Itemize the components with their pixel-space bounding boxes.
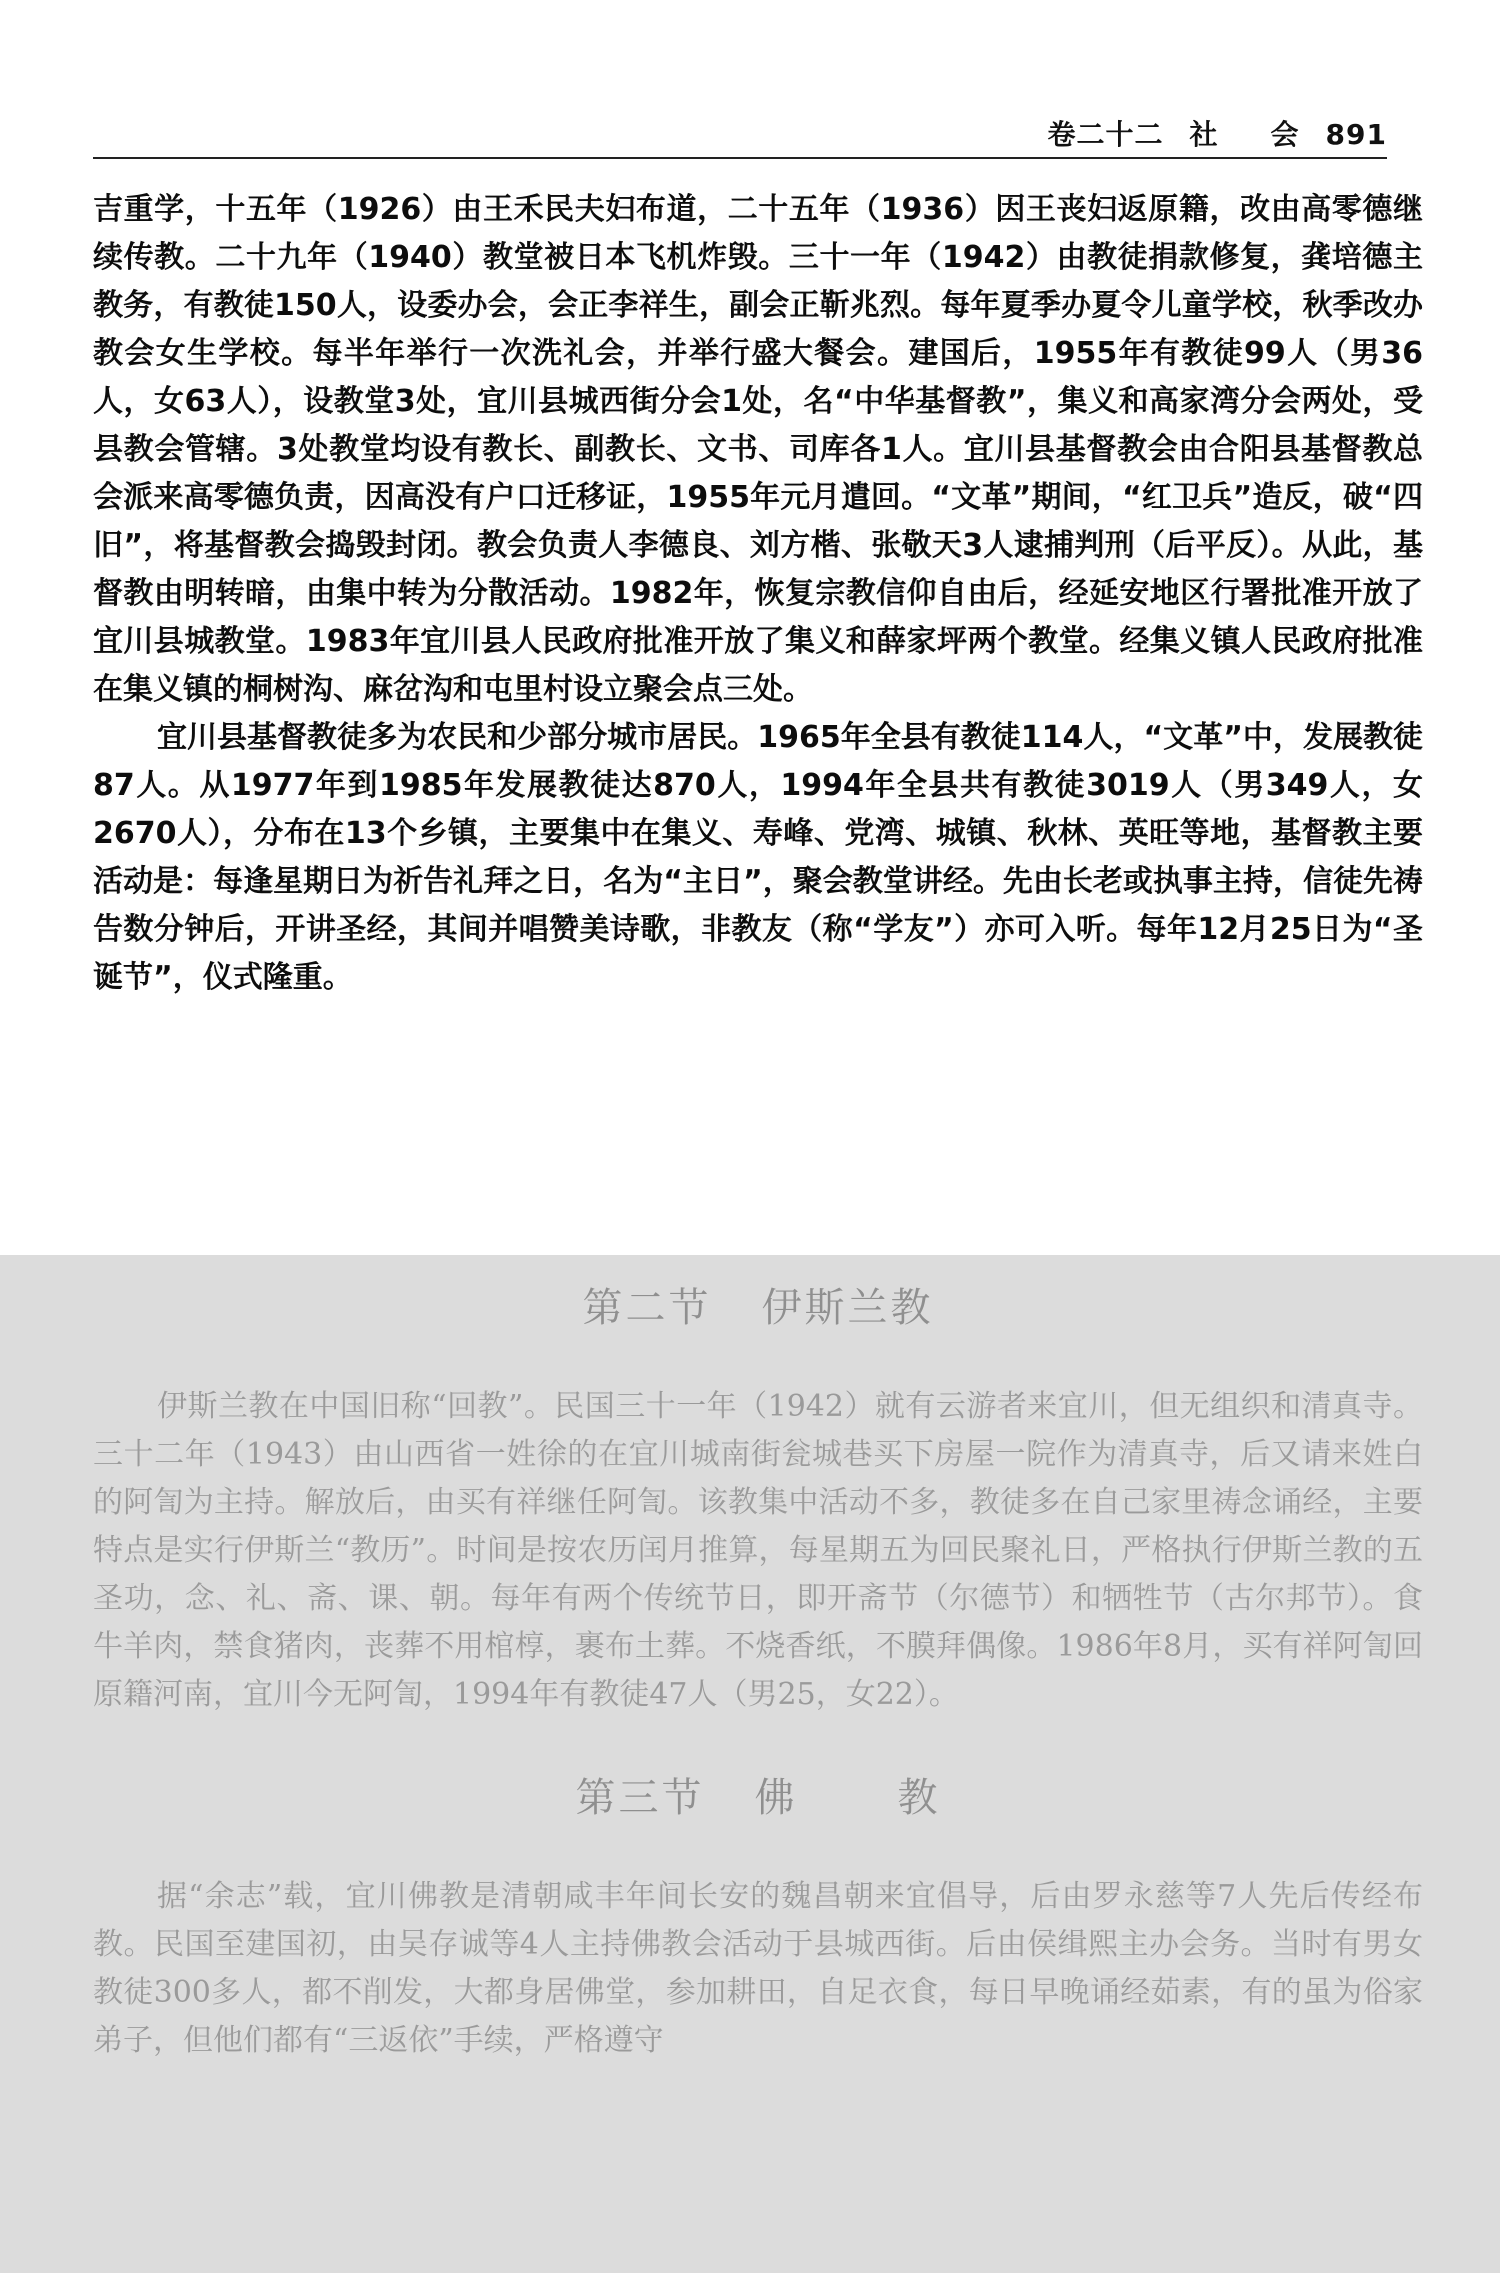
part-label-1: 社 xyxy=(1189,118,1219,151)
buddhism-paragraph: 据“余志”载，宜川佛教是清朝咸丰年间长安的魏昌朝来宜倡导，后由罗永慈等7人先后传经布教。民国至建国初，由吴存诚等4人主持佛教会活动于县城西街。后由侯缉熙主办会务。当时有男女教徒300多人，都不削发，大都身居佛堂，参加耕田，自足衣食，每日早晚诵经茹素，有的虽为俗家弟子，但他们都有“三返依”手续，严格遵守 xyxy=(93,1879,1423,2058)
christianity-section xyxy=(93,186,1423,1002)
section-name-part-1: 佛 xyxy=(754,1775,798,1821)
part-label-2: 会 xyxy=(1270,118,1300,151)
section-title-buddhism xyxy=(93,1763,1423,1833)
page-header xyxy=(93,105,1387,159)
running-head xyxy=(1048,113,1388,153)
section-title-islam xyxy=(93,1273,1423,1343)
section-name-part-2: 教 xyxy=(897,1775,941,1821)
section-number: 第二节 xyxy=(582,1285,712,1331)
section-name: 伊斯兰教 xyxy=(761,1285,934,1331)
islam-paragraph: 伊斯兰教在中国旧称“回教”。民国三十一年（1942）就有云游者来宜川，但无组织和清真寺。三十二年（1943）由山西省一姓徐的在宜川城南街瓮城巷买下房屋一院作为清真寺，后又请来姓白的阿訇为主持。解放后，由买有祥继任阿訇。该教集中活动不多，教徒多在自己家里祷念诵经，主要特点是实行伊斯兰“教历”。时间是按农历闰月推算，每星期五为回民聚礼日，严格执行伊斯兰教的五圣功，念、礼、斋、课、朝。每年有两个传统节日，即开斋节（尔德节）和牺牲节（古尔邦节）。食牛羊肉，禁食猪肉，丧葬不用棺椁，裹布土葬。不烧香纸，不膜拜偶像。1986年8月，买有祥阿訇回原籍河南，宜川今无阿訇，1994年有教徒47人（男25，女22）。 xyxy=(93,1389,1423,1712)
section-number: 第三节 xyxy=(575,1775,705,1821)
christianity-paragraph-1: 吉重学，十五年（1926）由王禾民夫妇布道，二十五年（1936）因王丧妇返原籍，改由高零德继续传教。二十九年（1940）教堂被日本飞机炸毁。三十一年（1942）由教徒捐款修复，龚培德主教务，有教徒150人，设委办会，会正李祥生，副会正靳兆烈。每年夏季办夏令儿童学校，秋季改办教会女生学校。每半年举行一次洗礼会，并举行盛大餐会。建国后，1955年有教徒99人（男36人，女63人），设教堂3处，宜川县城西街分会1处，名“中华基督教”，集义和高家湾分会两处，受县教会管辖。3处教堂均设有教长、副教长、文书、司库各1人。宜川县基督教会由合阳县基督教总会派来高零德负责，因高没有户口迁移证，1955年元月遣回。“文革”期间，“红卫兵”造反，破“四旧”，将基督教会捣毁封闭。教会负责人李德良、刘方楷、张敬天3人逮捕判刑（后平反）。从此，基督教由明转暗，由集中转为分散活动。1982年，恢复宗教信仰自由后，经延安地区行署批准开放了宜川县城教堂。1983年宜川县人民政府批准开放了集义和薛家坪两个教堂。经集义镇人民政府批准在集义镇的桐树沟、麻岔沟和屯里村设立聚会点三处。 xyxy=(93,192,1423,707)
christianity-paragraph-2: 宜川县基督教徒多为农民和少部分城市居民。1965年全县有教徒114人，“文革”中，发展教徒87人。从1977年到1985年发展教徒达870人，1994年全县共有教徒3019人（男349人，女2670人），分布在13个乡镇，主要集中在集义、寿峰、党湾、城镇、秋林、英旺等地，基督教主要活动是：每逢星期日为祈告礼拜之日，名为“主日”，聚会教堂讲经。先由长老或执事主持，信徒先祷告数分钟后，开讲圣经，其间并唱赞美诗歌，非教友（称“学友”）亦可入听。每年12月25日为“圣诞节”，仪式隆重。 xyxy=(93,720,1423,995)
volume-label: 卷二十二 xyxy=(1047,118,1164,151)
page-number: 891 xyxy=(1325,118,1387,151)
faded-lower-section xyxy=(0,1255,1500,2273)
